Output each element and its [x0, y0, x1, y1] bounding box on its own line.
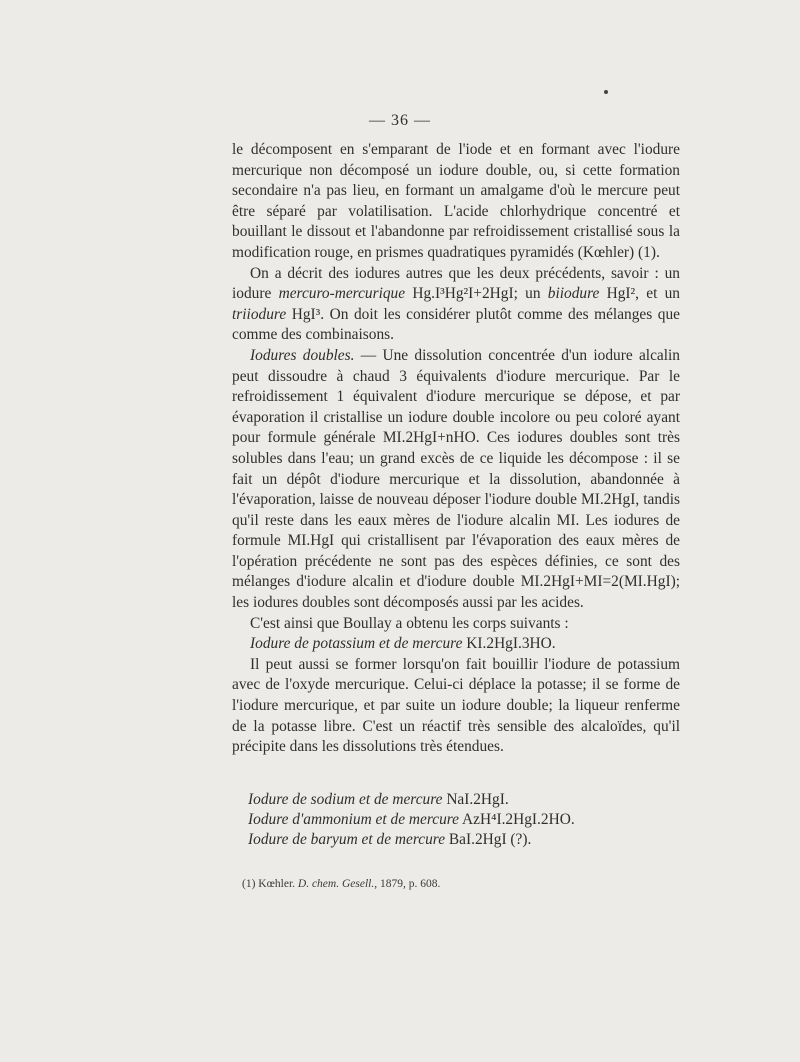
paragraph-1: le décomposent en s'emparant de l'iode et en formant avec l'iodure mercurique non décomposé un iodure double, ou, si cette formation secondaire n'a pas lieu, en formant un amalgame d'où le mercure peut être séparé par volatilisation. L'acide chlorhydrique concentré et bouillant le dissout et l'abandonne par refroidissement cristallisé sous la modification rouge, en prismes quadratiques pyramidés (Kœhler) (1). [232, 141, 680, 261]
footnote: (1) Kœhler. D. chem. Gesell., 1879, p. 608. [242, 878, 441, 890]
paragraph-2: On a décrit des iodures autres que les deux précédents, savoir : un iodure mercuro-mercurique Hg.I³Hg²I+2HgI; un biiodure HgI², et un triiodure HgI³. On doit les considérer plutôt comme des mélanges que comme des combinaisons. [232, 264, 680, 344]
compound-sodium: Iodure de sodium et de mercure NaI.2HgI. [248, 791, 509, 808]
term-triiodure: triiodure [232, 305, 287, 323]
term-biiodure: biiodure [547, 285, 600, 303]
body-text [232, 140, 680, 758]
compound-baryum: Iodure de baryum et de mercure BaI.2HgI (?). [248, 831, 532, 848]
term-mercuro-mercurique: mercuro-mercurique [278, 285, 406, 303]
paragraph-4: C'est ainsi que Boullay a obtenu les corps suivants : [250, 614, 569, 632]
compound-ammonium: Iodure d'ammonium et de mercure AzH⁴I.2HgI.2HO. [248, 811, 575, 828]
paragraph-6: Il peut aussi se former lorsqu'on fait bouillir l'iodure de potassium avec de l'oxyde mercurique. Celui-ci déplace la potasse; il se forme de l'iodure mercurique, et par suite un iodure double; la liqueur renferme de la potasse libre. C'est un réactif très sensible des alcaloïdes, qu'il précipite dans les dissolutions très étendues. [232, 655, 680, 756]
page-number: — 36 — [369, 112, 431, 129]
section-heading-iodures-doubles: Iodures doubles. [250, 346, 355, 364]
compound-potassium: Iodure de potassium et de mercure KI.2HgI.3HO. [250, 635, 556, 653]
paragraph-3: Iodures doubles. — Une dissolution concentrée d'un iodure alcalin peut dissoudre à chaud 3 équivalents d'iodure mercurique. Par le refroidissement 1 équivalent d'iodure mercurique se dépose, et par évaporation il cristallise un iodure double incolore ou peu coloré ayant pour formule générale MI.2HgI+nHO. Ces iodures doubles sont très solubles dans l'eau; un grand excès de ce liquide les décompose : il se fait un dépôt d'iodure mercurique et la dissolution, abandonnée à l'évaporation, laisse de nouveau déposer l'iodure double MI.2HgI, tandis qu'il reste dans les eaux mères de l'iodure alcalin MI. Les iodures de formule MI.HgI qui cristallisent par l'évaporation des eaux mères de l'opération précédente ne sont pas des espèces définies, ce sont des mélanges d'iodure alcalin et d'iodure double MI.2HgI+MI=2(MI.HgI); les iodures doubles sont décomposés aussi par les acides. [232, 346, 680, 612]
ink-speck [604, 90, 608, 94]
